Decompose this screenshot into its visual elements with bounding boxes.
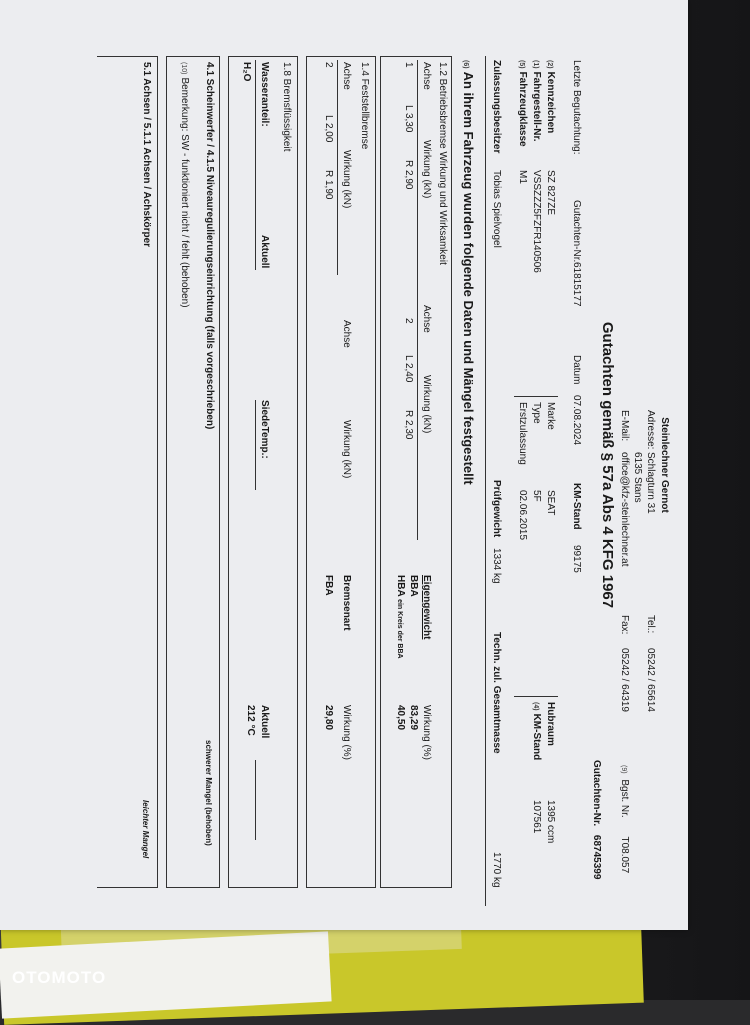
- fb-achse-label-2: Achse: [341, 320, 352, 348]
- pruefgewicht-value: 1334 kg: [491, 548, 502, 584]
- wasser-aktuell-label: Aktuell: [259, 235, 270, 269]
- issuer-name: Steinlechner Gernot: [659, 417, 670, 513]
- feststellbremse-heading: 1.4 Feststellbremse: [359, 62, 370, 150]
- fb-wirkung-pct-value: 29,80: [323, 705, 334, 731]
- fahrgestell-value: VSSZZZ5FZFR140506: [531, 170, 542, 273]
- fax-label: Fax:: [619, 615, 630, 635]
- fb-wirkung-pct-label: Wirkung (%): [341, 705, 352, 761]
- kennzeichen-label: (2)Kennzeichen: [545, 60, 556, 134]
- marke-value: SEAT: [545, 490, 556, 516]
- bremsenart-value: FBA: [323, 575, 334, 596]
- bb-axle1-right: R 2,90: [403, 160, 414, 190]
- gutachten-nr-label: Gutachten-Nr.: [591, 760, 602, 827]
- scheinwerfer-severity: schwerer Mangel (behoben): [204, 740, 213, 846]
- bb-achse-label-2: Achse: [421, 305, 432, 333]
- bb-axle1-achse: 1: [403, 62, 414, 68]
- document-title: Gutachten gemäß § 57a Abs 4 KFG 1967: [599, 321, 616, 609]
- klasse-value: M1: [517, 170, 528, 184]
- achsen-heading: 5.1 Achsen / 5.1.1 Achsen / Achskörper: [141, 62, 152, 248]
- gesamtmasse-value: 1770 kg: [491, 852, 502, 888]
- km-stand-label: (4)KM-Stand: [531, 702, 542, 761]
- bb-axle2-right: R 2,30: [403, 410, 414, 440]
- address-street: Schlagturn 31: [645, 452, 656, 514]
- tel-label: Tel.:: [645, 615, 656, 634]
- bb-axle1-left: L 3,30: [403, 105, 414, 133]
- fb-axle2-achse: 2: [323, 62, 334, 68]
- email-value: office@kfz-steinlechner.at: [619, 452, 630, 567]
- bgst-num: (9): [620, 765, 627, 774]
- last-km-value: 99175: [571, 545, 582, 573]
- bremsfluessigkeit-section: [228, 56, 298, 888]
- scheinwerfer-heading: 4.1 Scheinwerfer / 4.1.5 Niveauregulierungseinrichtung (falls vorgeschrieben): [204, 62, 215, 430]
- h2o-label: H₂O: [241, 62, 252, 82]
- hba-value: 40,50: [395, 705, 406, 731]
- email-label: E-Mail:: [619, 410, 630, 442]
- bb-wirkung-label-1: Wirkung (kN): [421, 140, 432, 199]
- hubraum-value: 1395 ccm: [545, 800, 556, 844]
- last-km-label: KM-Stand: [571, 483, 582, 530]
- erstzulassung-label: Erstzulassung: [517, 402, 528, 465]
- siedetemp-aktuell-label: Aktuell: [259, 705, 270, 739]
- gesamtmasse-label: Techn. zul. Gesamtmasse: [491, 632, 502, 754]
- otomoto-watermark: OTOMOTO: [12, 968, 107, 987]
- fb-axle2-right: R 1,90: [323, 170, 334, 200]
- achsen-severity: leichter Mangel: [141, 800, 150, 859]
- bremsenart-label: Bremsenart: [341, 575, 352, 631]
- hba-label: HBA ein Kreis der BBA: [395, 575, 406, 659]
- owner-label: Zulassungsbesitzer: [491, 60, 502, 154]
- bb-axle2-achse: 2: [403, 318, 414, 324]
- last-inspection-label: Letzte Begutachtung:: [571, 60, 582, 155]
- fax-value: 05242 / 64319: [619, 648, 630, 712]
- bb-wirkung-pct-label: Wirkung (%): [421, 705, 432, 761]
- bb-achse-label-1: Achse: [421, 62, 432, 90]
- betriebsbremse-heading: 1.2 Betriebsbremse Wirkung und Wirksamkeit: [437, 62, 448, 265]
- bemerkung-text: SW - funktioniert nicht / fehlt (behoben): [179, 134, 190, 308]
- bb-wirkung-label-2: Wirkung (kN): [421, 375, 432, 434]
- findings-heading: (6)An ihrem Fahrzeug wurden folgende Daten und Mängel festgestellt: [461, 60, 476, 485]
- klasse-label: (5)Fahrzeugklasse: [517, 60, 528, 147]
- type-label: Type: [531, 402, 542, 424]
- fb-achse-label-1: Achse: [341, 62, 352, 90]
- address-label: Adresse:: [645, 410, 656, 450]
- siedetemp-value: 212 °C: [245, 705, 256, 736]
- bba-label: BBA: [408, 575, 419, 597]
- tel-value: 05242 / 65614: [645, 648, 656, 712]
- last-datum-label: Datum: [571, 355, 582, 385]
- wasser-label: Wasseranteil:: [259, 62, 270, 127]
- bemerkung-row: (10)Bemerkung: SW - funktioniert nicht / fehlt (behoben): [179, 62, 190, 308]
- km-stand-value: 107561: [531, 800, 542, 834]
- fb-axle2-left: L 2,00: [323, 115, 334, 143]
- bba-value: 83,29: [408, 705, 419, 731]
- marke-label: Marke: [545, 402, 556, 430]
- pruefgewicht-label: Prüfgewicht: [491, 480, 502, 538]
- kennzeichen-value: SZ 827ZE: [545, 170, 556, 216]
- last-datum-value: 07.08.2024: [571, 395, 582, 446]
- last-gutachten-label: Gutachten-Nr.: [571, 200, 582, 263]
- fahrgestell-label: (1)Fahrgestell-Nr.: [531, 60, 542, 142]
- owner-name: Tobias Spielvogel: [491, 170, 502, 248]
- address-city: 6135 Stans: [632, 452, 643, 503]
- gutachten-nr-value: 68745399: [591, 834, 602, 880]
- hubraum-label: Hubraum: [545, 702, 556, 746]
- siedetemp-label: SiedeTemp.:: [259, 400, 270, 459]
- eigengewicht-label: Eigengewicht: [421, 575, 432, 640]
- fb-wirkung-label-1: Wirkung (kN): [341, 150, 352, 209]
- fb-wirkung-label-2: Wirkung (kN): [341, 420, 352, 479]
- erstzulassung-value: 02.06.2015: [517, 490, 528, 541]
- bgst-label: Bgst. Nr.: [619, 779, 630, 818]
- last-gutachten-value: 61815177: [571, 262, 582, 307]
- bgst-row: [619, 765, 630, 873]
- bgst-value: T08.057: [619, 836, 630, 874]
- bemerkung-label: Bemerkung:: [179, 77, 190, 132]
- bremsfluessigkeit-heading: 1.8 Bremsflüssigkeit: [281, 62, 292, 152]
- type-value: 5F: [531, 490, 542, 502]
- bb-axle2-left: L 2,40: [403, 355, 414, 383]
